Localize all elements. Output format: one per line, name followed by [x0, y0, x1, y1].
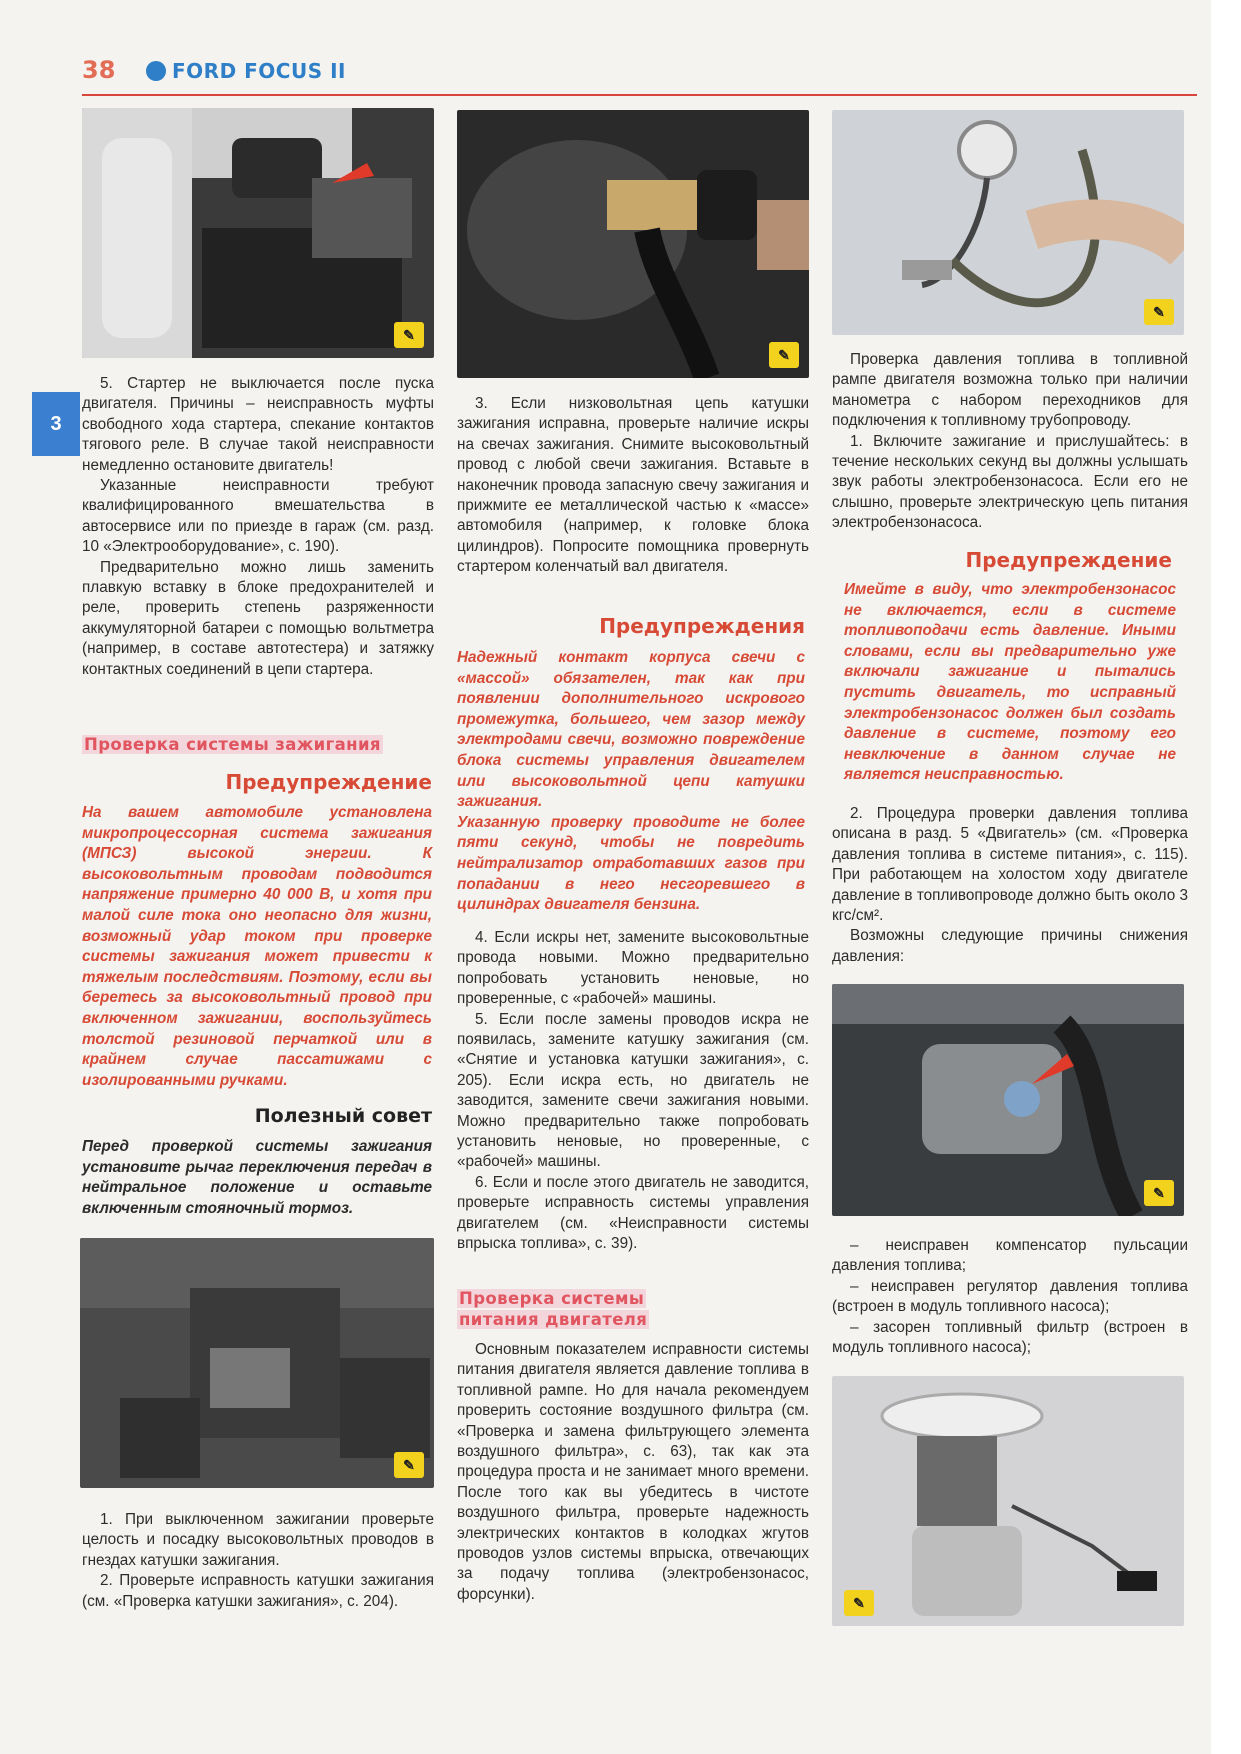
- page-edge: [1211, 0, 1241, 1754]
- list-item: – неисправен компенсатор пульсации давления топлива;: [832, 1237, 1188, 1275]
- list-item: – неисправен регулятор давления топлива (встроен в модуль топливного насоса);: [832, 1277, 1188, 1316]
- paragraph-5: 5. Стартер не выключается после пуска двигателя. Причины – неисправность муфты свободного хода стартера, спекание контактов тягового реле. В случае такой неисправности немедленно остановите двигатель!: [82, 375, 434, 474]
- text-fuel-system: Основным показателем исправности системы питания двигателя является давление топлива в топливной рампе. Но для начала рекомендуем проверить состояние воздушного фильтра (см. «Проверка и замена фильтрующего элемента воздушного фильтра», с. 63), так как эта процедура проста и не занимает много времени. После того как вы убедитесь в чистоте воздушного фильтра, проверьте надежность электрических контактов в колодках жгутов проводов узлов системы впрыска, отвечающих за подачу топлива (электробензонасос, форсунки).: [457, 1341, 809, 1603]
- list-item: – засорен топливный фильтр (встроен в модуль топливного насоса);: [832, 1318, 1188, 1357]
- section-title-line-1: Проверка системы: [459, 1289, 645, 1308]
- tip-title: Полезный совет: [254, 1105, 432, 1127]
- warning-title: Предупреждение: [965, 548, 1172, 572]
- photo-badge-icon: ✎: [769, 342, 799, 368]
- photo-starter: [82, 108, 434, 358]
- warning-title: Предупреждение: [225, 770, 432, 794]
- paragraph-2: 2. Процедура проверки давления топлива описана в разд. 5 «Двигатель» (см. «Проверка давления топлива в системе питания», с. 115). При работающем на холостом ходу двигателе давление в топливопроводе должно быть около 3 кгс/см².: [832, 805, 1188, 925]
- photo-spark-plug: [457, 110, 809, 378]
- header-rule: [82, 94, 1197, 96]
- text-ignition-steps: [82, 1510, 434, 1612]
- warnings-text: [457, 648, 805, 916]
- photo-fuel-pump-module: [832, 1376, 1184, 1626]
- section-ignition-check: [82, 734, 434, 755]
- page-number: 38: [82, 56, 116, 84]
- photo-badge-icon: ✎: [1144, 1180, 1174, 1206]
- paragraph-pressure: Проверка давления топлива в топливной рампе двигателя возможна только при наличии манометра с набором переходников для подключения к топливному трубопроводу.: [832, 351, 1188, 430]
- section-title-line-2: питания двигателя: [459, 1310, 648, 1329]
- paragraph-1: 1. Включите зажигание и прислушайтесь: в течение нескольких секунд вы должны услышать звук работы электробензонасоса. Если его не слышно, проверьте электрическую цепь питания электробензонасоса.: [832, 432, 1188, 532]
- text-pressure-intro: [832, 350, 1188, 534]
- warnings-title: Предупреждения: [599, 614, 805, 638]
- warning-a: Надежный контакт корпуса свечи с «массой» обязателен, так как при появлении дополнительного искрового промежутка, большего, чем зазор между электродами свечи, возможно повреждение блока системы управления двигателем или высоковольтной цепи катушки зажигания.: [457, 649, 805, 811]
- paragraph-causes: Возможны следующие причины снижения давления:: [832, 927, 1188, 965]
- paragraph-2: 2. Проверьте исправность катушки зажигания (см. «Проверка катушки зажигания», с. 204).: [82, 1572, 434, 1610]
- photo-badge-icon: ✎: [844, 1590, 874, 1616]
- paragraph-6: 6. Если и после этого двигатель не заводится, проверьте исправность системы управления двигателем (см. «Неисправности системы впрыска топлива», с. 39).: [457, 1173, 809, 1253]
- section-fuel-system-check: [457, 1288, 809, 1330]
- warning-text: Имейте в виду, что электробензонасос не включается, если в системе топливоподачи есть давление. Иными словами, если вы предварительно уже включали зажигание и пытались пустить двигатель, то исправный электробензонасос должен был создать давление в системе, поэтому его невключение в данном случае не является неисправностью.: [844, 581, 1176, 784]
- text-starter-fault: [82, 374, 434, 680]
- page-header: [82, 52, 1197, 98]
- warning-b: Указанную проверку проводите не более пяти секунд, чтобы не повредить нейтрализатор отработавших газов при попадании в него несгоревшего в цилиндрах двигателя бензина.: [457, 813, 805, 914]
- paragraph-4: 4. Если искры нет, замените высоковольтные провода новыми. Можно предварительно попробовать установить неновые, но проверенные, с «рабочей» машины.: [457, 929, 809, 1008]
- section-title: Проверка системы зажигания: [84, 735, 381, 754]
- photo-badge-icon: ✎: [394, 1452, 424, 1478]
- book-title: FORD FOCUS II: [172, 59, 346, 83]
- paragraph-5: 5. Если после замены проводов искра не появилась, замените катушку зажигания (см. «Снятие и установка катушки зажигания», с. 205). Если искра есть, но двигатель не заводится, замените свечи зажигания новыми. Можно предварительно также попробовать установить неновые, но проверенные, с «рабочей» машины.: [457, 1010, 809, 1171]
- photo-pressure-gauge: [832, 110, 1184, 335]
- photo-badge-icon: ✎: [1144, 299, 1174, 325]
- chapter-tab: 3: [32, 392, 80, 456]
- tip-text: Перед проверкой системы зажигания установите рычаг переключения передач в нейтральное положение и оставьте включенным стояночный тормоз.: [82, 1138, 432, 1217]
- paragraph-faults: Указанные неисправности требуют квалифицированного вмешательства в автосервисе или по приезде в гараж (см. разд. 10 «Электрооборудование», с. 190).: [82, 477, 434, 556]
- photo-badge-icon: ✎: [394, 322, 424, 348]
- photo-pressure-regulator: [832, 984, 1184, 1216]
- text-spark-check: 3. Если низковольтная цепь катушки зажигания исправна, проверьте наличие искры на свечах зажигания. Снимите высоковольтный провод с любой свечи зажигания. Вставьте в наконечник провода запасную свечу зажигания и прижмите ее металлической частью к «массе» автомобиля (например, к головке блока цилиндров). Попросите помощника провернуть стартером коленчатый вал двигателя.: [457, 395, 809, 576]
- text-pressure-steps: [832, 804, 1188, 967]
- photo-ignition-coil: [80, 1238, 434, 1488]
- brand-dot-icon: [146, 61, 166, 81]
- paragraph-prelim: Предварительно можно лишь заменить плавкую вставку в блоке предохранителей и реле, проверить степень разряженности аккумуляторной батареи с помощью вольтметра (например, в составе автотестера) и затяжку контактных соединений в цепи стартера.: [82, 558, 434, 678]
- list-pressure-causes: [832, 1236, 1188, 1358]
- text-spark-steps: [457, 928, 809, 1255]
- warning-text: На вашем автомобиле установлена микропроцессорная система зажигания (МПСЗ) высокой энергии. К высоковольтным проводам подводится напряжение примерно 40 000 В, и хотя при малой силе тока оно неопасно для жизни, возможный удар током при проверке системы зажигания может привести к тяжелым последствиям. Поэтому, если вы беретесь за высоковольтный провод при включенном зажигании, воспользуйтесь толстой резиновой перчаткой или в крайнем случае пассатижами с изолированными ручками.: [82, 804, 432, 1089]
- paragraph-1: 1. При выключенном зажигании проверьте целость и посадку высоковольтных проводов в гнездах катушки зажигания.: [82, 1511, 434, 1569]
